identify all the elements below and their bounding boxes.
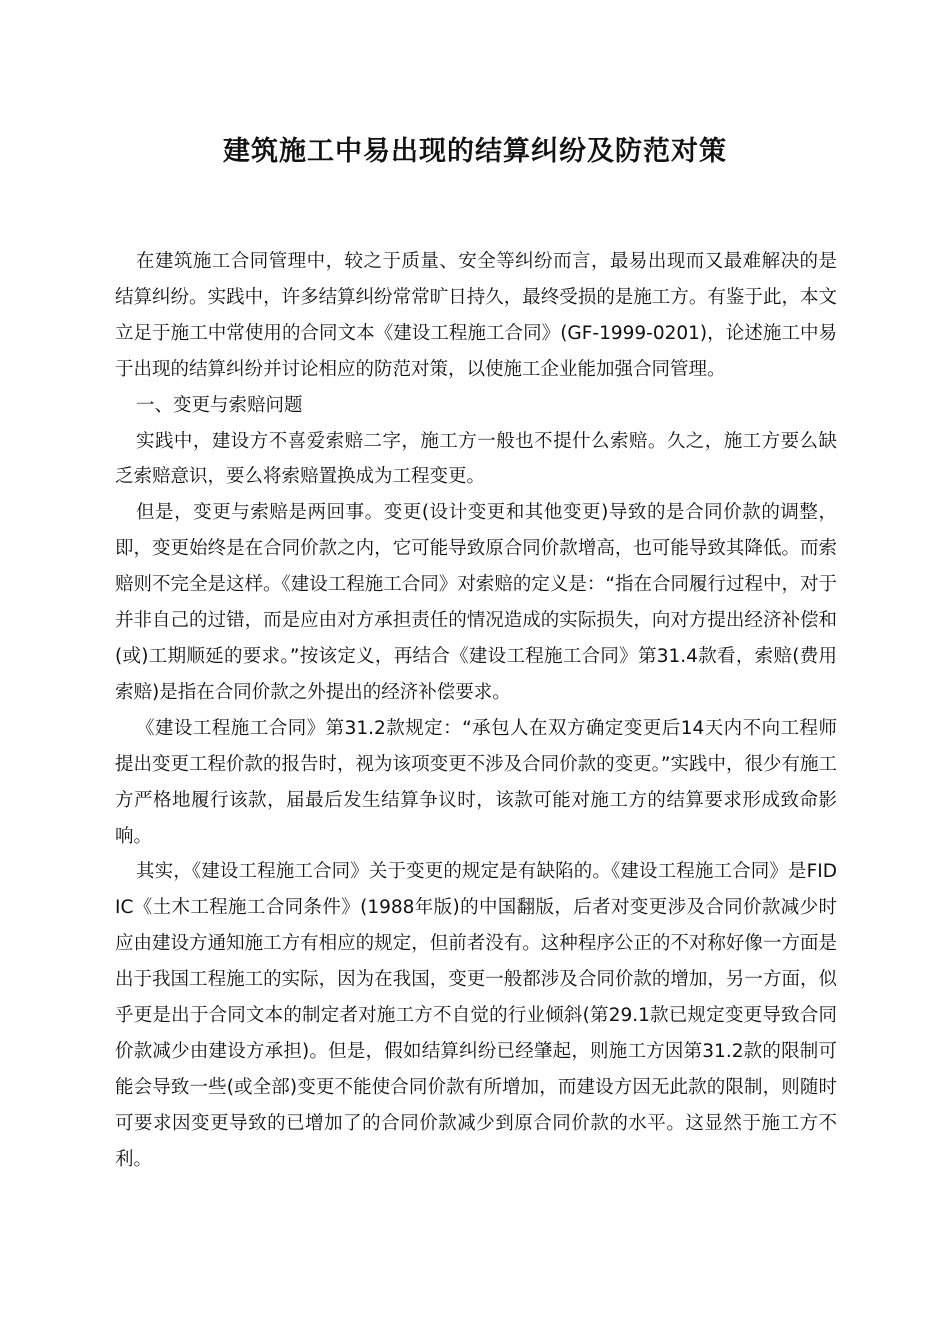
body-paragraph: 但是，变更与索赔是两回事。变更(设计变更和其他变更)导致的是合同价款的调整，即，变更始终是在合同价款之内，它可能导致原合同价款增高，也可能导致其降低。而索赔则不完全是这样。《建设工程施工合同》对索赔的定义是：“指在合同履行过程中，对于并非自己的过错，而是应由对方承担责任的情况造成的实际损失，向对方提出经济补偿和(或)工期顺延的要求。”按该定义，再结合《建设工程施工合同》第31.4款看，索赔(费用索赔)是指在合同价款之外提出的经济补偿要求。 (115, 502, 837, 703)
intro-paragraph: 在建筑施工合同管理中，较之于质量、安全等纠纷而言，最易出现而又最难解决的是结算纠纷。实践中，许多结算纠纷常常旷日持久，最终受损的是施工方。有鉴于此，本文立足于施工中常使用的合同文本《建设工程施工合同》(GF-1999-0201)，论述施工中易于出现的结算纠纷并讨论相应的防范对策，以使施工企业能加强合同管理。 (115, 251, 837, 380)
document-body (115, 244, 837, 1178)
body-paragraph: 实践中，建设方不喜爱索赔二字，施工方一般也不提什么索赔。久之，施工方要么缺乏索赔意识，要么将索赔置换成为工程变更。 (115, 430, 837, 488)
document-title: 建筑施工中易出现的结算纠纷及防范对策 (223, 136, 727, 167)
body-paragraph: 《建设工程施工合同》第31.2款规定：“承包人在双方确定变更后14天内不向工程师提出变更工程价款的报告时，视为该项变更不涉及合同价款的变更。”实践中，很少有施工方严格地履行该款，届最后发生结算争议时，该款可能对施工方的结算要求形成致命影响。 (115, 717, 837, 847)
body-paragraph: 其实，《建设工程施工合同》关于变更的规定是有缺陷的。《建设工程施工合同》是FIDIC《土木工程施工合同条件》(1988年版)的中国翻版，后者对变更涉及合同价款减少时应由建设方通知施工方有相应的规定，但前者没有。这种程序公正的不对称好像一方面是出于我国工程施工的实际，因为在我国，变更一般都涉及合同价款的增加，另一方面，似乎更是出于合同文本的制定者对施工方不自觉的行业倾斜(第29.1款已规定变更导致合同价款减少由建设方承担)。但是，假如结算纠纷已经肇起，则施工方因第31.2款的限制可能会导致一些(或全部)变更不能使合同价款有所增加，而建设方因无此款的限制，则随时可要求因变更导致的已增加了的合同价款减少到原合同价款的水平。这显然于施工方不利。 (115, 861, 837, 1170)
section-heading-change-and-claim: 一、变更与索赔问题 (136, 394, 303, 416)
